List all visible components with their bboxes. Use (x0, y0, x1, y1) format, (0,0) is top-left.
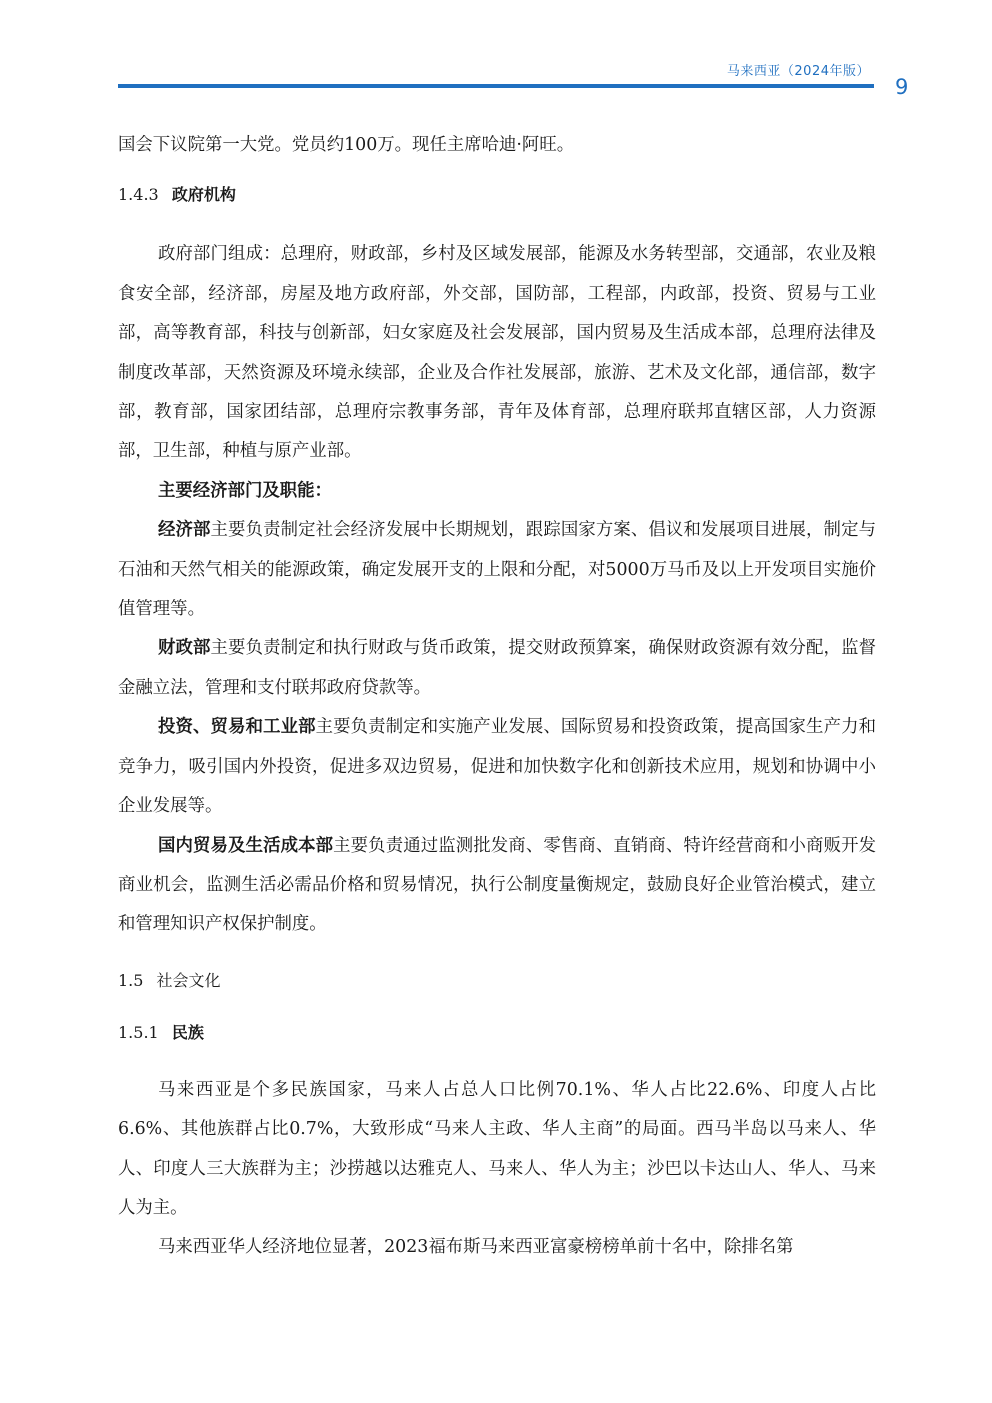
paragraph-ministry-economy (118, 511, 876, 629)
paragraph-ethnic-groups: 马来西亚是个多民族国家，马来人占总人口比例70.1%、华人占比22.6%、印度人占比6.6%、其他族群占比0.7%，大致形成“马来人主政、华人主商”的局面。西马半岛以马来人、华人、印度人三大族群为主；沙捞越以达雅克人、马来人、华人为主；沙巴以卡达山人、华人、马来人为主。 (118, 1079, 876, 1218)
paragraph-ministries: 政府部门组成：总理府，财政部，乡村及区域发展部，能源及水务转型部，交通部，农业及粮食安全部，经济部，房屋及地方政府部，外交部，国防部，工程部，内政部，投资、贸易与工业部，高等教育部，科技与创新部，妇女家庭及社会发展部，国内贸易及生活成本部，总理府法律及制度改革部，天然资源及环境永续部，企业及合作社发展部，旅游、艺术及文化部，通信部，数字部，教育部，国家团结部，总理府宗教事务部，青年及体育部，总理府联邦直辖区部，人力资源部，卫生部，种植与原产业部。 (118, 244, 876, 462)
section-title: 民族 (171, 1022, 204, 1042)
ministry-description: 主要负责制定和实施产业发展、国际贸易和投资政策，提高国家生产力和竞争力，吸引国内外投资，促进多双边贸易，促进和加快数字化和创新技术应用，规划和协调中小企业发展等。 (118, 717, 876, 817)
header-rule (118, 84, 874, 88)
paragraph-continued: 国会下议院第一大党。党员约100万。现任主席哈迪·阿旺。 (118, 135, 575, 155)
ministry-description: 主要负责通过监测批发商、零售商、直销商、特许经营商和小商贩开发商业机会，监测生活必需品价格和贸易情况，执行公制度量衡规定，鼓励良好企业管治模式，建立和管理知识产权保护制度。 (118, 835, 876, 935)
paragraph-ministry-investment (118, 708, 876, 826)
section-heading-1-5-1 (118, 1021, 876, 1045)
ministry-name: 经济部 (158, 520, 211, 541)
page-number: 9 (895, 75, 909, 99)
paragraph-chinese-economy: 马来西亚华人经济地位显著，2023福布斯马来西亚富豪榜榜单前十名中，除排名第 (158, 1237, 794, 1258)
ministry-description: 主要负责制定社会经济发展中长期规划，跟踪国家方案、倡议和发展项目进展，制定与石油和天然气相关的能源政策，确定发展开支的上限和分配，对5000万马币及以上开发项目实施价值管理等。 (118, 520, 876, 620)
section-title: 社会文化 (156, 970, 221, 990)
section-title: 政府机构 (171, 185, 236, 205)
section-number: 1.5.1 (118, 1022, 159, 1042)
section-heading-1-4-3 (118, 183, 876, 207)
paragraph-ministry-domestic-trade (118, 827, 876, 945)
section-number: 1.5 (118, 970, 144, 990)
ministry-name: 投资、贸易和工业部 (158, 717, 316, 738)
header-title: 马来西亚（2024年版） (726, 64, 870, 79)
ministry-name: 财政部 (158, 638, 211, 659)
ministry-name: 国内贸易及生活成本部 (158, 835, 334, 856)
sub-heading-economic-departments: 主要经济部门及职能： (158, 480, 332, 501)
section-number: 1.4.3 (118, 185, 159, 205)
paragraph-ministry-finance (118, 629, 876, 708)
section-heading-1-5 (118, 969, 876, 993)
ministry-description: 主要负责制定和执行财政与货币政策，提交财政预算案，确保财政资源有效分配，监督金融立法，管理和支付联邦政府贷款等。 (118, 638, 876, 698)
page-content (118, 126, 876, 1268)
